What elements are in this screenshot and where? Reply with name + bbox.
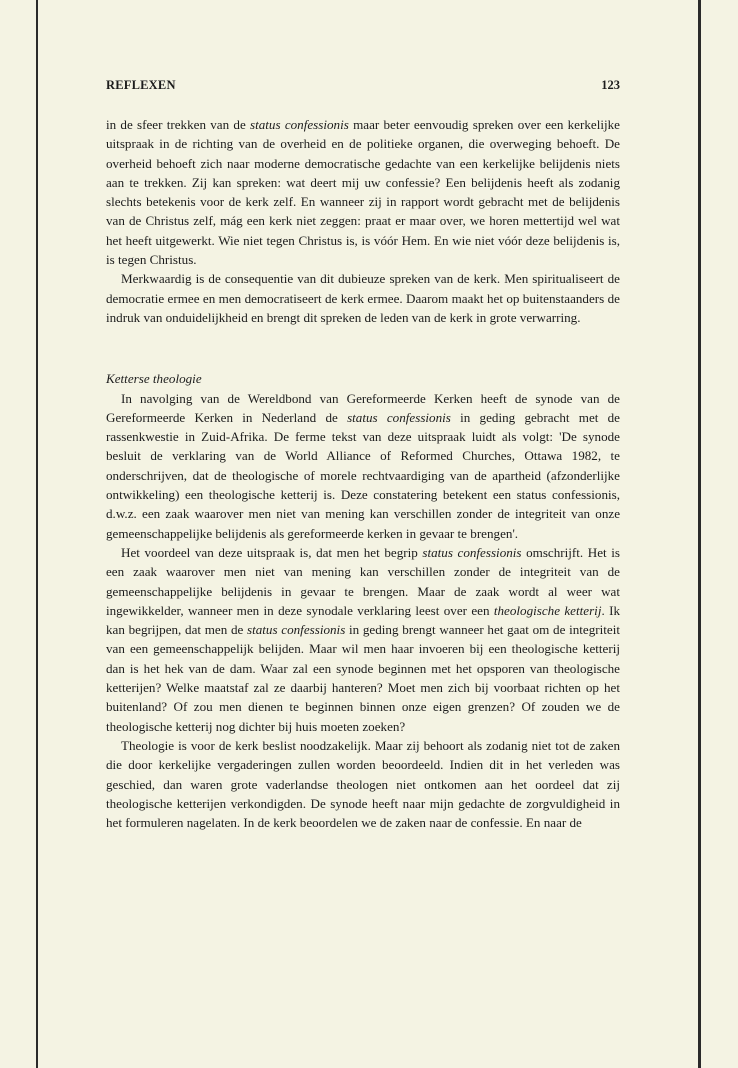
- paragraph-5: Theologie is voor de kerk beslist noodzakelijk. Maar zij behoort als zodanig niet tot de zaken die door kerkelijke vergaderingen zullen worden beoordeeld. Indien dit in het verleden was geschied, dan waren grote vaderlandse theologen niet ontkomen aan het oordeel dat zij theologische ketterijen verkondigden. De synode heeft naar mijn gedachte de zorgvuldigheid in het formuleren nagelaten. In de kerk beoordelen we de zaken naar de confessie. En naar de: [106, 737, 620, 831]
- body-text: [106, 115, 620, 832]
- paragraph-1: [106, 115, 620, 269]
- running-head: REFLEXEN: [106, 78, 176, 92]
- italic-term: status confessionis: [247, 622, 346, 638]
- italic-term: status confessionis: [347, 409, 451, 425]
- page-number: 123: [601, 78, 620, 92]
- section-heading: Ketterse theologie: [106, 371, 202, 387]
- italic-term: status confessionis: [422, 544, 522, 560]
- scan-edge-right: [698, 0, 701, 1068]
- text-run: Het voordeel van deze uitspraak is, dat men het begrip: [121, 544, 423, 560]
- page-header: [106, 78, 620, 98]
- italic-term: theologische ketterij: [493, 602, 602, 618]
- text-run: In navolging van de Wereldbond van Gereformeerde Kerken heeft de synode van de Gereformeerde Kerken in Nederland de: [106, 390, 620, 425]
- italic-term: status confessionis: [250, 117, 349, 132]
- text-run: omschrijft. Het is een zaak waarover men niet van mening kan verschillen zonder de integriteit van de gemeenschappelijke belijdenis in gevaar te brengen. Maar de zaak wordt al weer wat ingewikkelder, wanneer men in deze synodale verklaring leest over een: [106, 544, 620, 618]
- text-run: in geding brengt wanneer het gaat om de integriteit van een gemeenschappelijk belijden. Maar wil men haar invoeren bij een theologische ketterij dan is het hek van de dam. Waar zal een synode beginnen met het opsporen van theologische ketterijen? Welke maatstaf zal ze daarbij hanteren? Moet men zich bij voorbaat richten op het buitenland? Of zou men dienen te beginnen binnen onze eigen grenzen? Of zouden we de theologische ketterij nog dichter bij huis moeten zoeken?: [106, 622, 620, 734]
- text-run: in geding gebracht met de rassenkwestie in Zuid-Afrika. De ferme tekst van deze uitspraak luidt als volgt: 'De synode besluit de verklaring van de World Alliance of Reformed Churches, Ottawa 1982, te onderschrijven, dat de theologische of morele rechtvaardiging van de apartheid (afzonderlijke ontwikkeling) een theologische ketterij is. Deze constatering betekent een status confessionis, d.w.z. een zaak waarover men niet van mening kan verschillen zonder de integriteit van onze gemeenschappelijke belijdenis als gereformeerde kerken in gevaar te brengen'.: [106, 409, 620, 541]
- text-run: in de sfeer trekken van de: [106, 117, 251, 132]
- text-run: . Ik kan begrijpen, dat men de: [106, 602, 620, 638]
- text-run: maar beter eenvoudig spreken over een kerkelijke uitspraak in de richting van de overheid en de politieke organen, die overweging behoeft. De overheid behoeft zich naar moderne democratische gedachte van een kerkelijke belijdenis niets aan te trekken. Zij kan spreken: wat deert mij uw confessie? Een belijdenis heeft als zodanig slechts betekenis voor de kerk zelf. En wanneer zij in rapport wordt gebracht met de belijdenis van de Christus zelf, mág een kerk niet zeggen: praat er maar over, we horen mettertijd wel wat het heeft uitgewerkt. Wie niet tegen Christus is, is vóór Hem. En wie niet vóór deze belijdenis is, is tegen Christus.: [106, 117, 620, 268]
- section-gap: [106, 327, 620, 369]
- paragraph-4: [106, 543, 620, 736]
- scan-edge-left: [36, 0, 38, 1068]
- paragraph-3: [106, 389, 620, 543]
- paragraph-2: Merkwaardig is de consequentie van dit dubieuze spreken van de kerk. Men spiritualiseert de democratie ermee en men democratiseert de kerk ermee. Daarom maakt het op buitenstaanders de indruk van onduidelijkheid en brengt dit spreken de leden van de kerk in grote verwarring.: [106, 271, 620, 325]
